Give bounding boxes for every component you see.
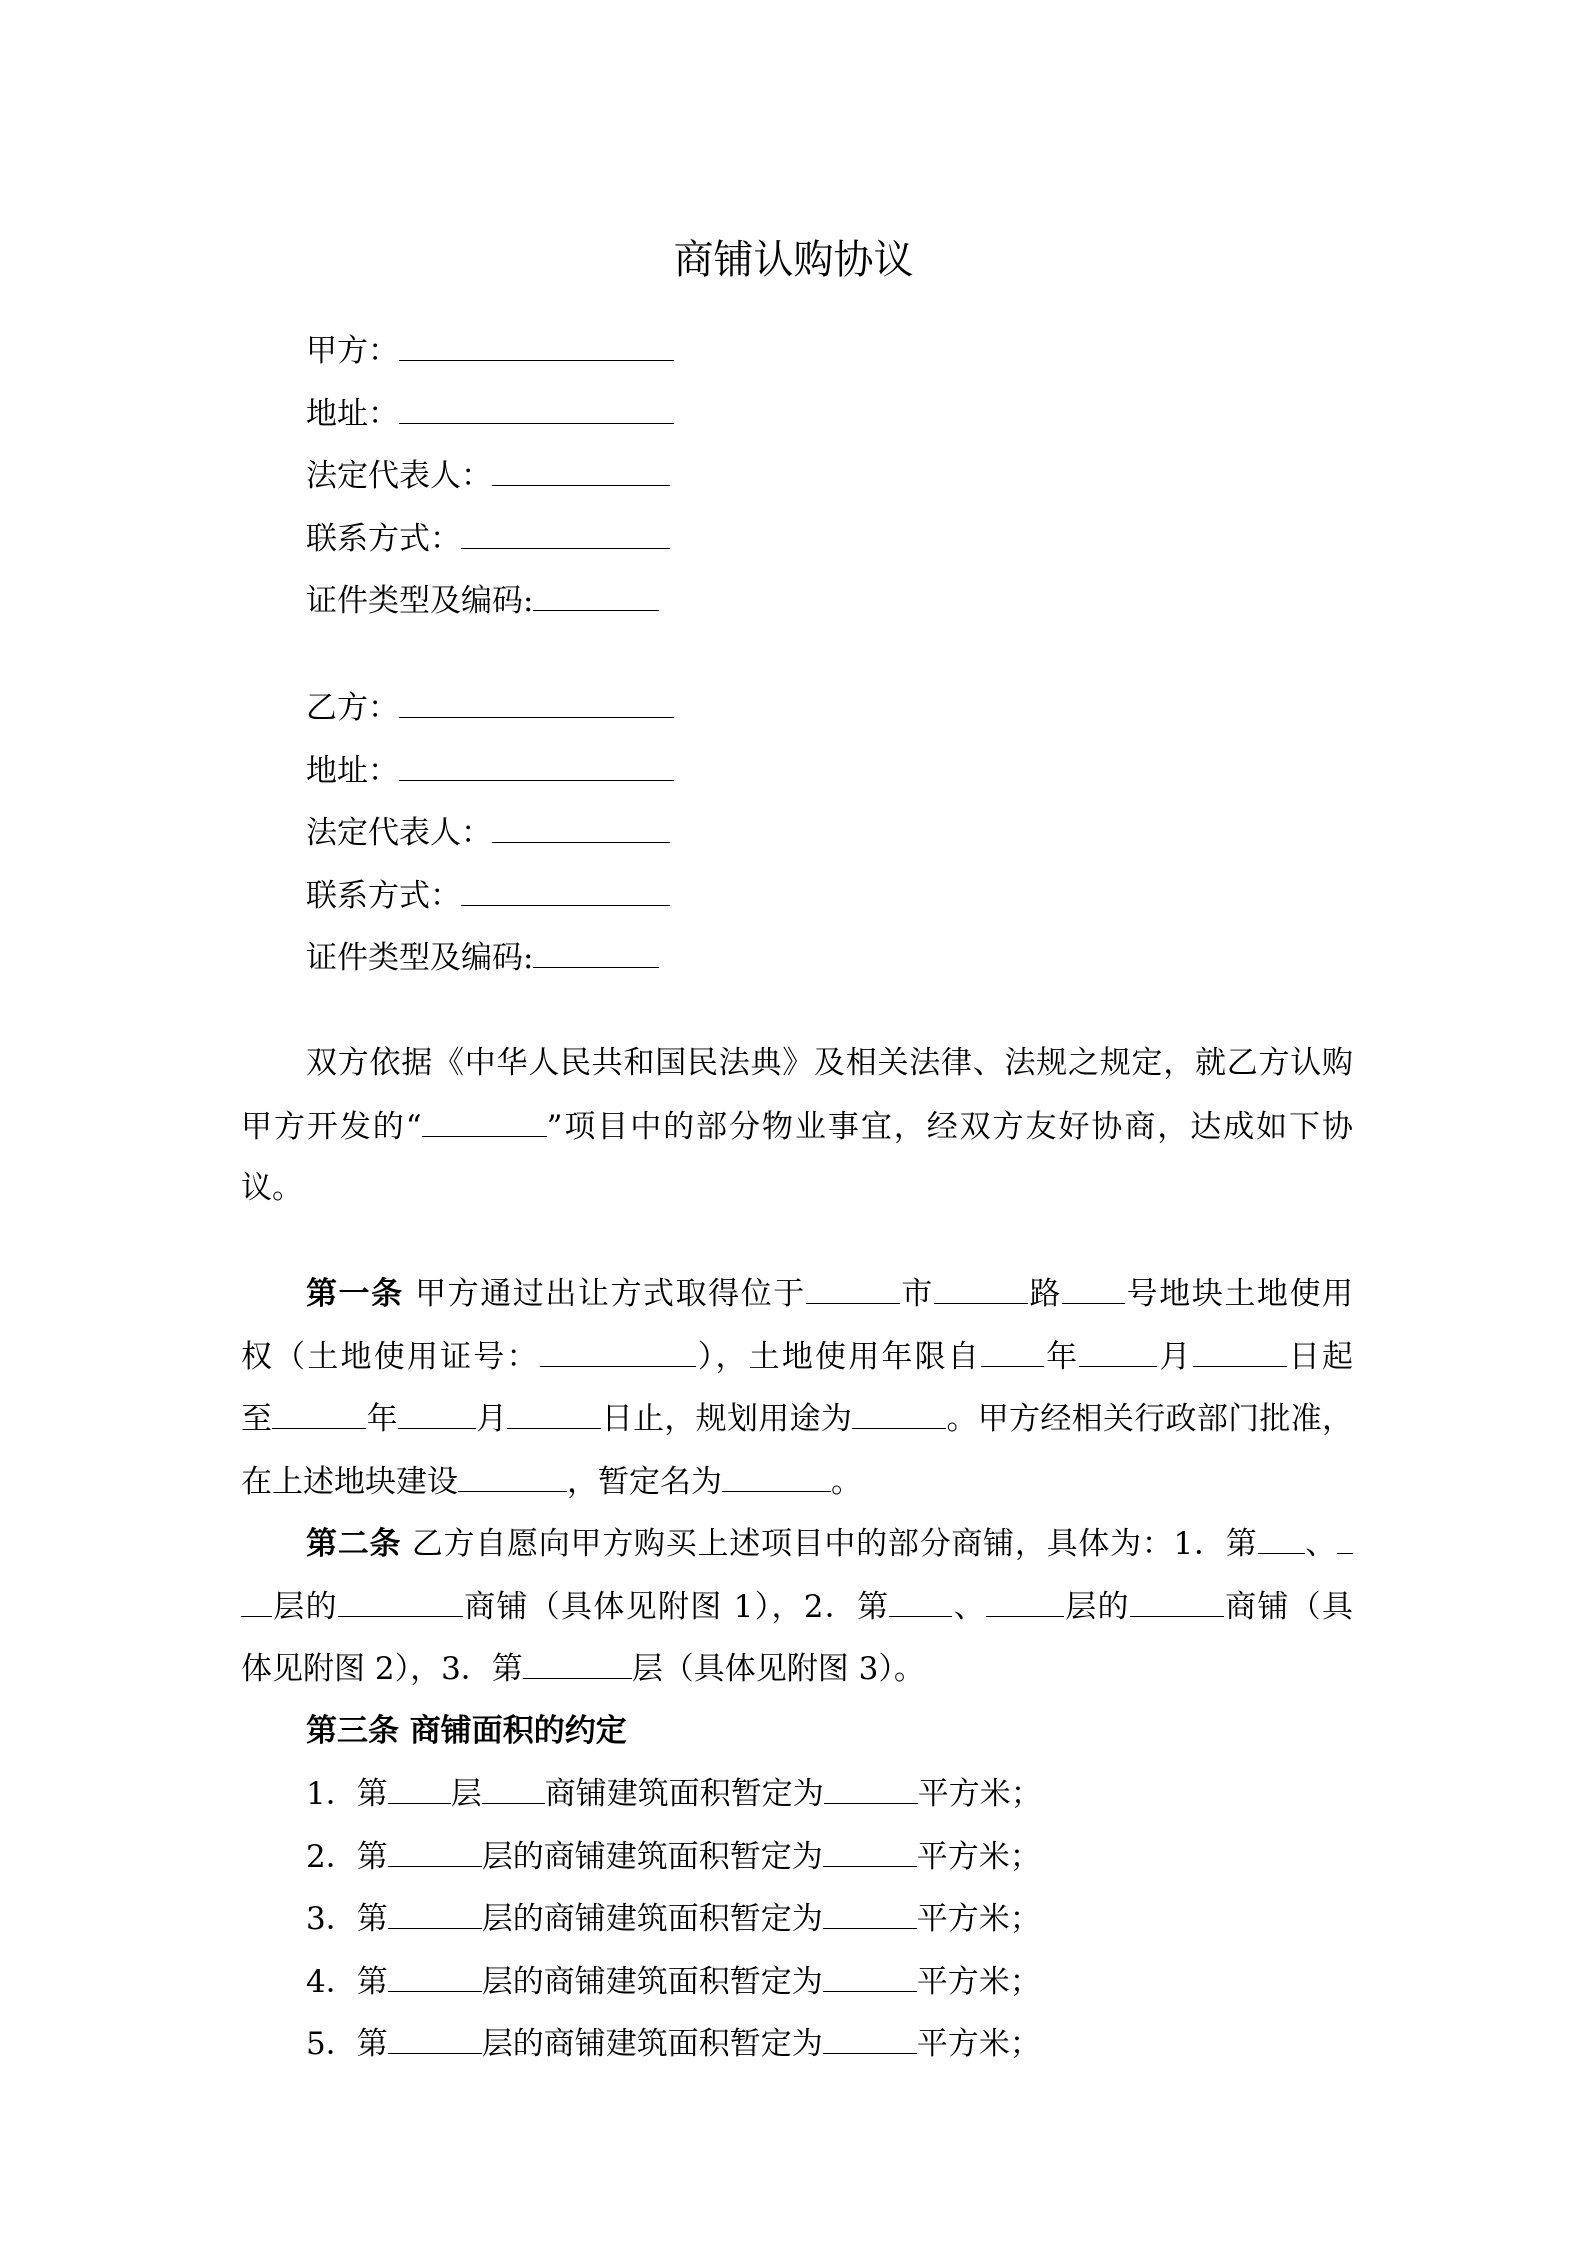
party-a-id-label: 证件类型及编码:: [306, 583, 534, 619]
article-1-text-4c: 。: [831, 1464, 862, 1500]
area-item-1: [306, 1773, 1042, 1814]
article-1-line-1: [306, 1273, 1353, 1314]
party-a-name-blank[interactable]: [399, 330, 674, 361]
preamble-text-2a: 甲方开发的“: [241, 1109, 422, 1145]
article-2-text-2d: 层的: [1063, 1589, 1130, 1625]
party-a-id-blank[interactable]: [533, 580, 659, 611]
party-b-contact-label: 联系方式：: [306, 878, 461, 914]
area-item-4-text-a: 4．第: [306, 1964, 388, 2000]
party-a-address-line: [306, 393, 674, 434]
start-year-blank[interactable]: [981, 1336, 1044, 1367]
preamble-text-3: 议。: [241, 1170, 303, 1206]
area-item-1-text-a: 1．第: [306, 1776, 388, 1812]
area-item-5-floor-blank[interactable]: [388, 2023, 482, 2054]
party-b-name-line: [306, 687, 674, 728]
area-item-4-floor-blank[interactable]: [388, 1961, 482, 1992]
land-cert-blank[interactable]: [540, 1336, 696, 1367]
area-item-4-text-c: 平方米；: [916, 1964, 1041, 2000]
area-item-4-text-b: 层的商铺建筑面积暂定为: [481, 1964, 823, 2000]
party-b-address-label: 地址：: [306, 753, 399, 789]
preamble-text-1: 双方依据《中华人民共和国民法典》及相关法律、法规之规定，就乙方认购: [306, 1045, 1353, 1081]
party-b-name-label: 乙方：: [306, 690, 399, 726]
article-2-text-1a: 乙方自愿向甲方购买上述项目中的部分商铺，具体为：1．第: [411, 1526, 1258, 1562]
project-name-blank[interactable]: [422, 1106, 547, 1137]
party-b-name-blank[interactable]: [399, 687, 674, 718]
party-b-id-line: [306, 937, 659, 978]
party-b-contact-line: [306, 875, 670, 916]
preamble-text-2b: ”项目中的部分物业事宜，经双方友好协商，达成如下协: [546, 1109, 1353, 1145]
area-item-3: [306, 1898, 1041, 1939]
shop-2-blank[interactable]: [1130, 1586, 1224, 1617]
article-2-line-2: [241, 1586, 1353, 1627]
area-item-5-text-a: 5．第: [306, 2026, 388, 2062]
floor-1a-blank[interactable]: [1258, 1523, 1305, 1554]
area-item-3-text-c: 平方米；: [916, 1901, 1041, 1937]
area-item-3-floor-blank[interactable]: [388, 1898, 482, 1929]
party-a-address-blank[interactable]: [399, 393, 674, 424]
tentative-name-blank[interactable]: [722, 1461, 831, 1492]
area-item-5-area-blank[interactable]: [823, 2023, 917, 2054]
article-2-text-3a: 体见附图 2），3．第: [241, 1651, 523, 1687]
party-a-rep-label: 法定代表人：: [306, 458, 492, 494]
article-2-text-3b: 层（具体见附图 3）。: [631, 1651, 925, 1687]
preamble-line-3: [241, 1168, 1353, 1208]
end-day-blank[interactable]: [507, 1398, 601, 1429]
area-item-1-floor-blank[interactable]: [388, 1773, 451, 1804]
area-item-2-text-a: 2．第: [306, 1839, 388, 1875]
area-item-2-text-b: 层的商铺建筑面积暂定为: [481, 1839, 823, 1875]
article-1-line-4: [241, 1461, 1353, 1502]
planned-use-blank[interactable]: [852, 1398, 946, 1429]
article-3-heading-text: 商铺面积的约定: [409, 1713, 627, 1749]
party-b-rep-blank[interactable]: [492, 812, 670, 843]
area-item-3-text-a: 3．第: [306, 1901, 388, 1937]
article-3-heading-line: [306, 1711, 627, 1751]
article-1-text-1d: 号地块土地使用: [1125, 1276, 1354, 1312]
article-1-line-3: [241, 1398, 1353, 1439]
road-blank[interactable]: [934, 1273, 1028, 1304]
city-blank[interactable]: [806, 1273, 900, 1304]
party-b-address-blank[interactable]: [399, 750, 674, 781]
article-2-text-1b: 、: [1304, 1526, 1337, 1562]
end-year-blank[interactable]: [272, 1398, 366, 1429]
area-item-4-area-blank[interactable]: [823, 1961, 917, 1992]
article-1-text-2c: 年: [1043, 1339, 1080, 1375]
article-1-text-3a: 至: [241, 1401, 273, 1437]
party-a-id-line: [306, 580, 659, 621]
area-item-1-shop-blank[interactable]: [482, 1773, 545, 1804]
article-1-text-2d: 月: [1157, 1339, 1193, 1375]
area-item-3-area-blank[interactable]: [823, 1898, 917, 1929]
article-2-text-2b: 商铺（具体见附图 1），2．第: [462, 1589, 890, 1625]
article-1-text-1a: 甲方通过出让方式取得位于: [415, 1276, 806, 1312]
end-month-blank[interactable]: [398, 1398, 476, 1429]
area-item-5-text-c: 平方米；: [916, 2026, 1041, 2062]
floor-1b-blank-start[interactable]: [1337, 1523, 1353, 1554]
shop-1-blank[interactable]: [338, 1586, 463, 1617]
article-2-text-2a: 层的: [272, 1589, 338, 1625]
area-item-1-text-c: 商铺建筑面积暂定为: [544, 1776, 824, 1812]
article-1-text-1c: 路: [1027, 1276, 1063, 1312]
article-2-text-2c: 、: [952, 1589, 986, 1625]
document-title: 商铺认购协议: [673, 237, 914, 283]
construction-blank[interactable]: [458, 1461, 567, 1492]
article-1-line-2: [241, 1336, 1353, 1377]
area-item-1-text-d: 平方米；: [917, 1776, 1042, 1812]
article-1-text-3b: 年: [366, 1401, 398, 1437]
number-blank[interactable]: [1062, 1273, 1125, 1304]
party-a-contact-label: 联系方式：: [306, 521, 461, 557]
floor-1b-blank-end[interactable]: [241, 1586, 272, 1617]
article-2-line-3: [241, 1648, 1353, 1689]
area-item-2-floor-blank[interactable]: [388, 1836, 482, 1867]
party-a-rep-blank[interactable]: [492, 455, 670, 486]
article-1-text-2e: 日起: [1286, 1339, 1354, 1375]
article-2-text-2e: 商铺（具: [1223, 1589, 1354, 1625]
area-item-1-area-blank[interactable]: [824, 1773, 918, 1804]
area-item-5-text-b: 层的商铺建筑面积暂定为: [481, 2026, 823, 2062]
party-a-contact-line: [306, 518, 670, 559]
article-1-text-3d: 日止，规划用途为: [601, 1401, 853, 1437]
article-3-heading: 第三条: [306, 1713, 399, 1749]
area-item-3-text-b: 层的商铺建筑面积暂定为: [481, 1901, 823, 1937]
floor-3-blank[interactable]: [523, 1648, 632, 1679]
article-1-text-1b: 市: [899, 1276, 934, 1312]
start-day-blank[interactable]: [1193, 1336, 1287, 1367]
party-b-address-line: [306, 750, 674, 791]
article-2-line-1: [306, 1523, 1353, 1564]
party-b-contact-blank[interactable]: [461, 875, 670, 906]
party-b-rep-line: [306, 812, 670, 853]
preamble-line-2: [241, 1106, 1353, 1147]
party-a-name-label: 甲方：: [306, 333, 399, 369]
article-1-text-2a: 权（土地使用证号：: [241, 1339, 540, 1375]
article-1-text-2b: ），土地使用年限自: [695, 1339, 981, 1375]
article-1-text-3c: 月: [475, 1401, 508, 1437]
party-b-id-blank[interactable]: [533, 937, 659, 968]
article-1-text-3e: 。甲方经相关行政部门批准，: [946, 1401, 1354, 1437]
party-b-rep-label: 法定代表人：: [306, 815, 492, 851]
party-b-id-label: 证件类型及编码:: [306, 940, 534, 976]
area-item-4: [306, 1961, 1041, 2002]
article-1-text-4a: 在上述地块建设: [241, 1464, 458, 1500]
party-a-name-line: [306, 330, 674, 371]
article-2-heading: 第二条: [306, 1526, 402, 1562]
party-a-contact-blank[interactable]: [461, 518, 670, 549]
party-a-rep-line: [306, 455, 670, 496]
area-item-1-text-b: 层: [450, 1776, 482, 1812]
preamble-line-1: [306, 1043, 1353, 1083]
floor-2a-blank[interactable]: [889, 1586, 952, 1617]
floor-2b-blank[interactable]: [986, 1586, 1064, 1617]
start-month-blank[interactable]: [1079, 1336, 1157, 1367]
area-item-2-text-c: 平方米；: [916, 1839, 1041, 1875]
area-item-5: [306, 2023, 1041, 2064]
article-1-heading: 第一条: [306, 1276, 404, 1312]
area-item-2: [306, 1836, 1041, 1877]
party-a-address-label: 地址：: [306, 396, 399, 432]
article-1-text-4b: ，暂定名为: [567, 1464, 722, 1500]
area-item-2-area-blank[interactable]: [823, 1836, 917, 1867]
